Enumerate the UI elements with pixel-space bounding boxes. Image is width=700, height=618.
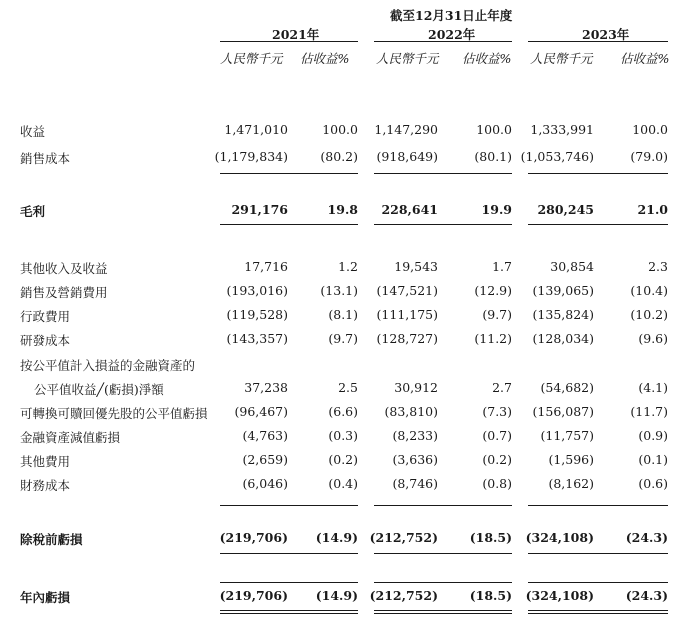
amount-cell: 1,471,010 <box>224 122 288 137</box>
amount-cell: (1,179,834) <box>214 149 288 164</box>
col-amount-2021: 人民幣千元 <box>220 51 283 66</box>
percent-cell: 100.0 <box>632 122 668 137</box>
row-label: 毛利 <box>20 204 46 219</box>
rule-above-loss-before-tax <box>374 505 512 506</box>
rule-above-loss-for-year <box>374 582 512 583</box>
row-label: 可轉換可贖回優先股的公平值虧損 <box>20 406 208 421</box>
amount-cell: (212,752) <box>369 588 438 603</box>
amount-cell: (96,467) <box>234 404 288 419</box>
percent-cell: (8.1) <box>328 307 358 322</box>
year-2023-header: 2023年 <box>582 27 630 42</box>
double-rule-loss-for-year <box>528 613 668 614</box>
row-label: 其他收入及收益 <box>20 261 108 276</box>
amount-cell: (219,706) <box>219 588 288 603</box>
row-label: 金融資產減值虧損 <box>20 430 121 445</box>
amount-cell: (212,752) <box>369 530 438 545</box>
row-label: 按公平值計入損益的金融資產的 <box>20 358 196 373</box>
year-2022-rule <box>374 41 512 42</box>
row-label: 除稅前虧損 <box>20 532 83 547</box>
year-2022-header: 2022年 <box>428 27 476 42</box>
percent-cell: 21.0 <box>637 202 668 217</box>
percent-cell: (18.5) <box>469 588 512 603</box>
percent-cell: (12.9) <box>474 283 512 298</box>
percent-cell: (9.7) <box>482 307 512 322</box>
amount-cell: (139,065) <box>532 283 594 298</box>
percent-cell: (24.3) <box>625 530 668 545</box>
percent-cell: (9.6) <box>638 331 668 346</box>
amount-cell: (119,528) <box>226 307 288 322</box>
amount-cell: (4,763) <box>242 428 288 443</box>
amount-cell: (143,357) <box>226 331 288 346</box>
percent-cell: (6.6) <box>328 404 358 419</box>
amount-cell: (8,233) <box>392 428 438 443</box>
percent-cell: (80.2) <box>320 149 358 164</box>
percent-cell: (0.7) <box>482 428 512 443</box>
percent-cell: (0.4) <box>328 476 358 491</box>
percent-cell: (9.7) <box>328 331 358 346</box>
percent-cell: 2.7 <box>492 380 512 395</box>
row-label: 財務成本 <box>20 478 71 493</box>
col-pct-2022: 佔收益% <box>462 51 512 66</box>
percent-cell: 1.7 <box>492 259 512 274</box>
percent-cell: (18.5) <box>469 530 512 545</box>
rule-above-gross-profit <box>220 173 358 174</box>
percent-cell: (0.6) <box>638 476 668 491</box>
amount-cell: (1,596) <box>548 452 594 467</box>
rule-below-gross-profit <box>374 224 512 225</box>
amount-cell: (918,649) <box>376 149 438 164</box>
percent-cell: (10.2) <box>630 307 668 322</box>
percent-cell: (80.1) <box>474 149 512 164</box>
amount-cell: (1,053,746) <box>520 149 594 164</box>
percent-cell: (11.2) <box>474 331 512 346</box>
rule-above-loss-before-tax <box>528 505 668 506</box>
col-amount-2022: 人民幣千元 <box>376 51 439 66</box>
amount-cell: (324,108) <box>525 588 594 603</box>
percent-cell: (14.9) <box>315 530 358 545</box>
amount-cell: (193,016) <box>226 283 288 298</box>
percent-cell: (13.1) <box>320 283 358 298</box>
amount-cell: (8,746) <box>392 476 438 491</box>
rule-below-gross-profit <box>220 224 358 225</box>
row-label: 其他費用 <box>20 454 71 469</box>
amount-cell: (11,757) <box>540 428 594 443</box>
amount-cell: (128,727) <box>376 331 438 346</box>
amount-cell: (83,810) <box>384 404 438 419</box>
period-header: 截至12月31日止年度 <box>390 8 513 23</box>
amount-cell: (219,706) <box>219 530 288 545</box>
rule-below-loss-before-tax <box>374 553 512 554</box>
rule-above-gross-profit <box>374 173 512 174</box>
rule-below-loss-before-tax <box>220 553 358 554</box>
amount-cell: 17,716 <box>244 259 288 274</box>
amount-cell: 280,245 <box>537 202 594 217</box>
percent-cell: 19.9 <box>481 202 512 217</box>
col-pct-2023: 佔收益% <box>620 51 670 66</box>
percent-cell: (0.8) <box>482 476 512 491</box>
amount-cell: (111,175) <box>376 307 438 322</box>
percent-cell: (0.9) <box>638 428 668 443</box>
amount-cell: 1,147,290 <box>374 122 438 137</box>
row-label: 銷售及營銷費用 <box>20 285 108 300</box>
percent-cell: (79.0) <box>630 149 668 164</box>
percent-cell: (7.3) <box>482 404 512 419</box>
amount-cell: 30,912 <box>394 380 438 395</box>
percent-cell: 100.0 <box>476 122 512 137</box>
percent-cell: (4.1) <box>638 380 668 395</box>
row-label: 研發成本 <box>20 333 71 348</box>
percent-cell: (11.7) <box>630 404 668 419</box>
rule-below-gross-profit <box>528 224 668 225</box>
percent-cell: 100.0 <box>322 122 358 137</box>
col-pct-2021: 佔收益% <box>300 51 350 66</box>
percent-cell: (0.2) <box>482 452 512 467</box>
double-rule-loss-for-year <box>220 613 358 614</box>
double-rule-loss-for-year <box>528 610 668 611</box>
percent-cell: (10.4) <box>630 283 668 298</box>
double-rule-loss-for-year <box>220 610 358 611</box>
amount-cell: (8,162) <box>548 476 594 491</box>
amount-cell: 37,238 <box>244 380 288 395</box>
row-label: 收益 <box>20 124 46 139</box>
percent-cell: (0.1) <box>638 452 668 467</box>
amount-cell: 228,641 <box>381 202 438 217</box>
col-amount-2023: 人民幣千元 <box>530 51 593 66</box>
percent-cell: (24.3) <box>625 588 668 603</box>
rule-above-loss-for-year <box>528 582 668 583</box>
amount-cell: (2,659) <box>242 452 288 467</box>
rule-above-loss-for-year <box>220 582 358 583</box>
amount-cell: (54,682) <box>540 380 594 395</box>
amount-cell: 30,854 <box>550 259 594 274</box>
percent-cell: 1.2 <box>338 259 358 274</box>
rule-below-loss-before-tax <box>528 553 668 554</box>
amount-cell: 19,543 <box>394 259 438 274</box>
percent-cell: (0.2) <box>328 452 358 467</box>
row-label: 銷售成本 <box>20 151 71 166</box>
double-rule-loss-for-year <box>374 613 512 614</box>
year-2021-header: 2021年 <box>272 27 320 42</box>
rule-above-gross-profit <box>528 173 668 174</box>
row-label: 年內虧損 <box>20 590 71 605</box>
percent-cell: 19.8 <box>327 202 358 217</box>
amount-cell: (6,046) <box>242 476 288 491</box>
percent-cell: (14.9) <box>315 588 358 603</box>
percent-cell: (0.3) <box>328 428 358 443</box>
year-2023-rule <box>528 41 668 42</box>
amount-cell: (147,521) <box>376 283 438 298</box>
amount-cell: (135,824) <box>532 307 594 322</box>
amount-cell: (156,087) <box>532 404 594 419</box>
amount-cell: 291,176 <box>231 202 288 217</box>
percent-cell: 2.3 <box>648 259 668 274</box>
amount-cell: (324,108) <box>525 530 594 545</box>
rule-above-loss-before-tax <box>220 505 358 506</box>
amount-cell: (128,034) <box>532 331 594 346</box>
row-label: 公平值收益╱(虧損)淨額 <box>34 382 164 397</box>
row-label: 行政費用 <box>20 309 71 324</box>
amount-cell: 1,333,991 <box>530 122 594 137</box>
double-rule-loss-for-year <box>374 610 512 611</box>
amount-cell: (3,636) <box>392 452 438 467</box>
year-2021-rule <box>220 41 358 42</box>
percent-cell: 2.5 <box>338 380 358 395</box>
